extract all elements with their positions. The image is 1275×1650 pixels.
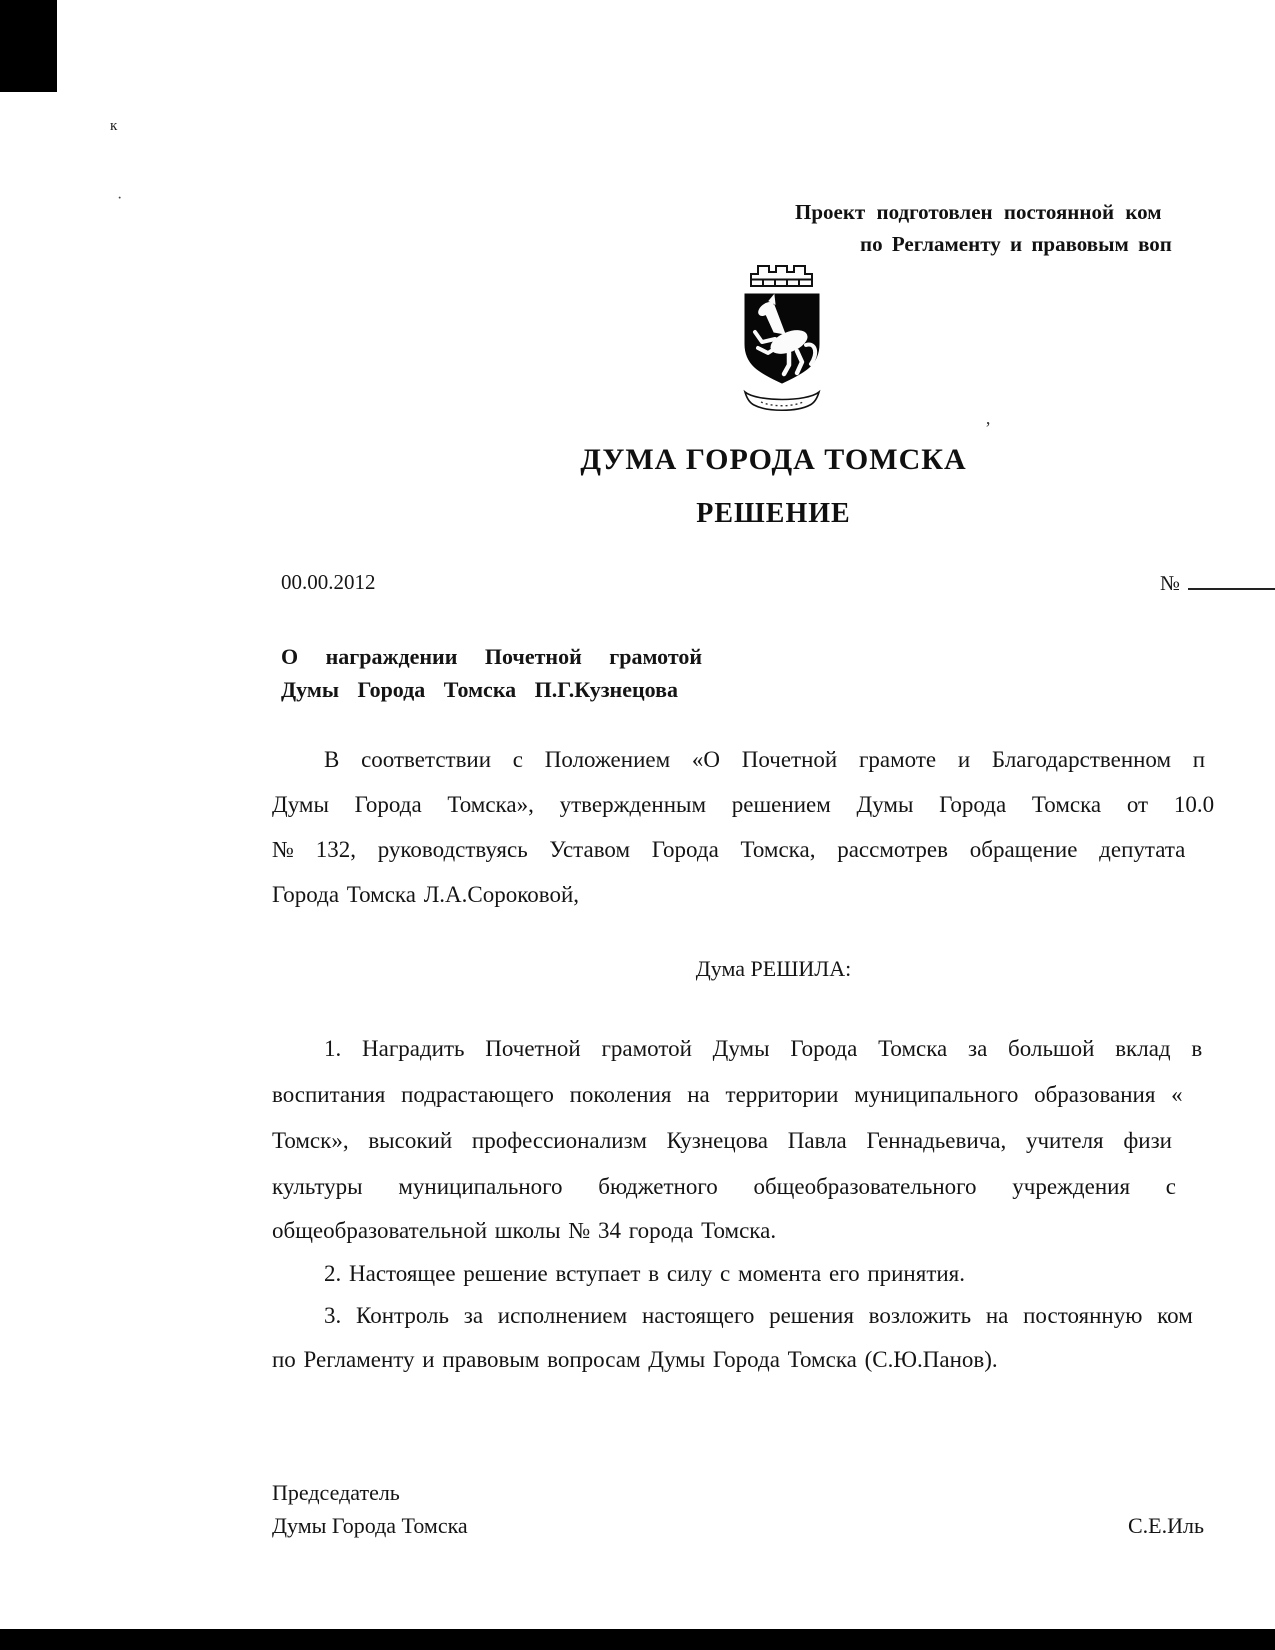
scan-artifact-quote: ’ <box>985 418 991 438</box>
item3-line-2: по Регламенту и правовым вопросам Думы Города Томска (С.Ю.Панов). <box>272 1347 998 1372</box>
item1-line-1: 1. Наградить Почетной грамотой Думы Города Томска за большой вклад в <box>324 1036 1203 1061</box>
ribbon-icon <box>745 392 819 410</box>
preamble-line-1: В соответствии с Положением «О Почетной грамоте и Благодарственном п <box>324 747 1206 772</box>
scan-artifact-mark: к <box>110 118 118 134</box>
resolution-heading: Дума РЕШИЛА: <box>695 956 852 981</box>
scan-artifact-bottom-bar <box>0 1629 1275 1650</box>
document-date: 00.00.2012 <box>281 570 376 594</box>
scan-artifact-dot: · <box>117 190 123 207</box>
signer-position-line-1: Председатель <box>272 1480 400 1505</box>
preamble-line-2: Думы Города Томска», утвержденным решением Думы Города Томска от 10.0 <box>272 792 1215 817</box>
item1-line-4: культуры муниципального бюджетного общеобразовательного учреждения с <box>272 1174 1176 1199</box>
tomsk-coat-of-arms-icon <box>716 252 848 422</box>
preamble-line-3: № 132, руководствуясь Уставом Города Томска, рассмотрев обращение депутата <box>272 837 1186 862</box>
document-number <box>1160 570 1275 596</box>
item1-line-3: Томск», высокий профессионализм Кузнецова Павла Геннадьевича, учителя физи <box>272 1128 1172 1153</box>
crown-icon <box>751 266 812 286</box>
item1-line-5: общеобразовательной школы № 34 города Томска. <box>272 1218 777 1243</box>
number-sign: № <box>1160 571 1181 595</box>
document-title: ДУМА ГОРОДА ТОМСКА <box>580 443 967 476</box>
signer-name: С.Е.Иль <box>1128 1513 1205 1538</box>
item3-line-1: 3. Контроль за исполнением настоящего решения возложить на постоянную ком <box>324 1303 1193 1328</box>
item1-line-2: воспитания подрастающего поколения на территории муниципального образования « <box>272 1082 1183 1107</box>
item2-line-1: 2. Настоящее решение вступает в силу с момента его принятия. <box>324 1261 966 1286</box>
preamble-line-4: Города Томска Л.А.Сороковой, <box>272 882 580 907</box>
draft-note-line1: Проект подготовлен постоянной ком <box>795 200 1162 224</box>
signer-position-line-2: Думы Города Томска <box>272 1513 468 1538</box>
number-blank-line <box>1188 570 1275 590</box>
draft-note-line2: по Регламенту и правовым воп <box>860 232 1172 256</box>
document-type: РЕШЕНИЕ <box>696 498 851 529</box>
scan-artifact-top-left-block <box>0 0 57 92</box>
subject-line-2: Думы Города Томска П.Г.Кузнецова <box>281 677 678 702</box>
subject-line-1: О награждении Почетной грамотой <box>281 644 703 669</box>
